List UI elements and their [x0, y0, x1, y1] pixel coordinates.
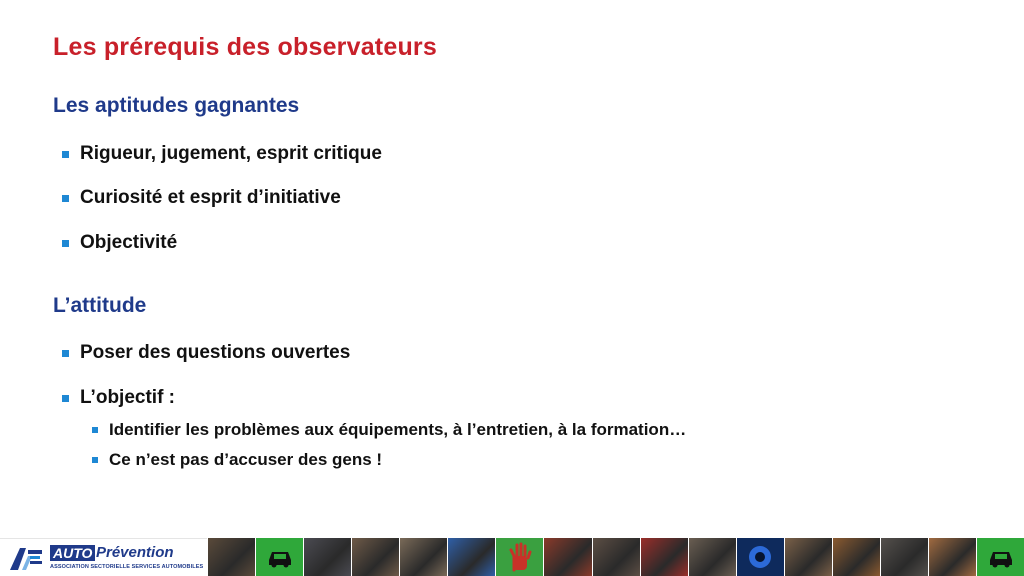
- workshop-photo: [303, 538, 351, 576]
- parts-photo: [880, 538, 928, 576]
- section-heading-aptitudes: Les aptitudes gagnantes: [53, 94, 300, 117]
- square-bullet-icon: [62, 151, 69, 158]
- car-icon: [255, 538, 303, 576]
- bullet-item: [62, 187, 341, 209]
- tools-photo: [543, 538, 591, 576]
- sub-bullet-item: [92, 420, 686, 440]
- bullet-item: [62, 143, 382, 165]
- mechanic-photo: [351, 538, 399, 576]
- square-bullet-icon: [92, 457, 98, 463]
- car-red-icon: [976, 538, 1024, 576]
- logo-prevention-text: Prévention: [96, 544, 174, 561]
- slide-title: Les prérequis des observateurs: [53, 33, 437, 61]
- auto-prevention-logo: [0, 538, 207, 576]
- square-bullet-icon: [62, 240, 69, 247]
- ap-logo-icon: [8, 546, 44, 572]
- square-bullet-icon: [62, 350, 69, 357]
- bullet-text: L’objectif :: [80, 387, 175, 408]
- sub-bullet-text: Identifier les problèmes aux équipements, à l’entretien, à la formation…: [109, 420, 687, 439]
- garage-photo: [399, 538, 447, 576]
- bullet-item: [62, 342, 350, 364]
- blue-lift-photo: [447, 538, 495, 576]
- square-bullet-icon: [92, 427, 98, 433]
- eye-photo: [736, 538, 784, 576]
- sub-bullet-text: Ce n’est pas d’accuser des gens !: [109, 450, 383, 469]
- worker-photo: [784, 538, 832, 576]
- square-bullet-icon: [62, 195, 69, 202]
- bullet-text: Objectivité: [80, 232, 178, 253]
- gloves-photo: [928, 538, 976, 576]
- footer-strip: [0, 538, 1024, 576]
- bullet-text: Curiosité et esprit d’initiative: [80, 187, 341, 208]
- welding-photo: [832, 538, 880, 576]
- bullet-text: Rigueur, jugement, esprit critique: [80, 143, 382, 164]
- glove-hand-photo: [495, 538, 543, 576]
- section-heading-attitude: L’attitude: [53, 294, 147, 317]
- bullet-item: [62, 387, 175, 409]
- square-bullet-icon: [62, 395, 69, 402]
- bullet-item: [62, 232, 177, 254]
- red-equipment-photo: [640, 538, 688, 576]
- photo-strip: [207, 538, 1024, 576]
- tire-photo: [207, 538, 255, 576]
- shelves-photo: [688, 538, 736, 576]
- sub-bullet-item: [92, 450, 382, 470]
- logo-auto-text: AUTO: [50, 545, 95, 561]
- logo-subtitle: ASSOCIATION SECTORIELLE SERVICES AUTOMOBILES: [50, 564, 204, 570]
- engine-photo: [592, 538, 640, 576]
- bullet-text: Poser des questions ouvertes: [80, 342, 351, 363]
